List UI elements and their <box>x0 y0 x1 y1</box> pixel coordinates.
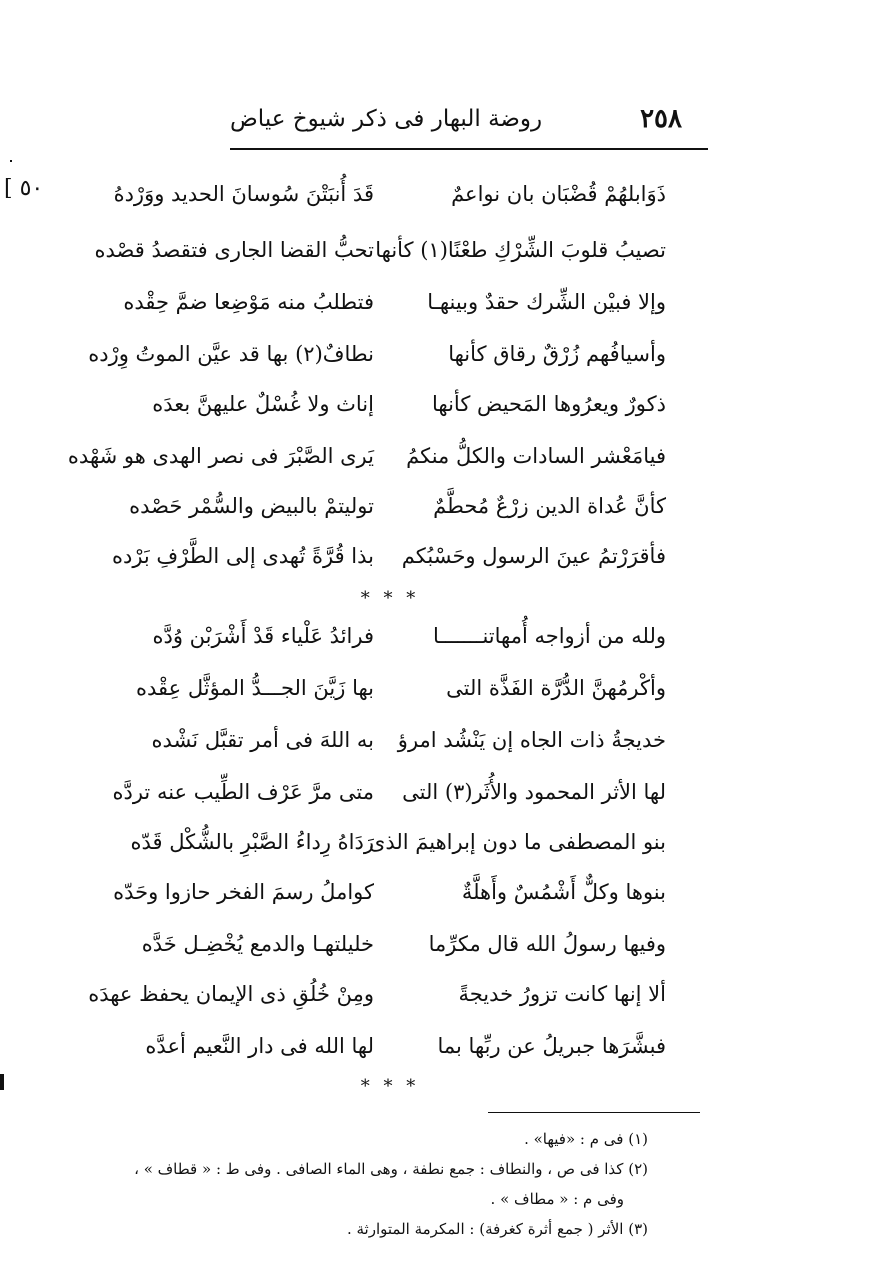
verse-right-7: كأنَّ عُداة الدين زرْعٌ مُحطَّمٌ <box>433 494 666 518</box>
verse-right-8: فأقرَرْتمُ عينَ الرسول وحَسْبُكم <box>401 544 666 568</box>
verse-right-14: بنوها وكلٌّ أَشْمُسٌ وأَهلَّةٌ <box>461 880 666 904</box>
verse-left-11: به اللهَ فى أمر تقبَّل نَشْده <box>151 728 374 752</box>
verse-left-10: بها زَيَّنَ الجـــدُّ المؤثَّل عِقْده <box>135 676 374 700</box>
header-rule <box>230 148 708 150</box>
verse-left-5: إناث ولا غُسْلٌ عليهنَّ بعدَه <box>152 392 374 416</box>
verse-right-13: بنو المصطفى ما دون إبراهيمَ الذى <box>368 830 666 854</box>
verse-right-5: ذكورٌ ويعرُوها المَحيض كأنها <box>432 392 666 416</box>
verse-right-6: فيامَعْشر السادات والكلُّ منكمُ <box>406 444 666 468</box>
verse-left-3: فتطلبُ منه مَوْضِعا ضمَّ حِقْده <box>123 290 374 314</box>
page-header <box>230 104 682 144</box>
verse-left-2: تحبُّ القضا الجارى فتقصدُ قصْده <box>94 238 374 262</box>
asterism-divider: * * * <box>360 588 420 609</box>
verse-left-8: بذا قُرَّةً تُهدى إلى الطَّرْفِ بَرْده <box>111 544 374 568</box>
footnote-rule <box>488 1112 700 1113</box>
footnote-2: (٢) كذا فى ص ، والنطاف : جمع نطفة ، وهى الماء الصافى . وفى ط : « قطاف » ، <box>134 1160 648 1178</box>
page-number: ٢٥٨ <box>640 104 682 134</box>
verse-right-3: وإلا فبيْن الشِّرك حقدٌ وبينهـا <box>427 290 666 314</box>
asterism-divider-end: * * * <box>360 1076 420 1097</box>
verse-left-6: يَرى الصَّبْرَ فى نصر الهدى هو شَهْده <box>67 444 374 468</box>
verse-right-1: ذَوَابلهُمْ قُضْبَان بان نواعمٌ <box>451 182 666 206</box>
footnote-2-continued: وفى م : « مطاف » . <box>490 1190 624 1208</box>
verse-left-13: رَدَاهُ رِداءُ الصَّبْرِ بالشُّكْل قَدّه <box>130 830 374 854</box>
verse-left-16: ومِنْ خُلُقِ ذى الإيمان يحفظ عهدَه <box>88 982 374 1006</box>
verse-left-7: توليتمْ بالبيض والسُّمْر حَصْده <box>129 494 374 518</box>
verse-right-4: وأسيافُهم زُرْقٌ رقاق كأنها <box>448 342 666 366</box>
verse-left-15: خليلتهـا والدمع يُخْضِـل خَدَّه <box>141 932 374 956</box>
verse-right-15: وفيها رسولُ الله قال مكرِّما <box>428 932 666 956</box>
verse-right-11: خديجةُ ذات الجاه إن يَنْشُد امرؤ <box>397 728 666 752</box>
footnote-1: (١) فى م : «فيها» . <box>524 1130 648 1148</box>
verse-left-9: فرائدُ عَلْياء قَدْ أَشْرَبْن وُدَّه <box>152 624 374 648</box>
verse-left-14: كواملُ رسمَ الفخر حازوا وحَدّه <box>113 880 374 904</box>
edge-mark <box>0 1074 4 1090</box>
footnote-3: (٣) الأثر ( جمع أثرة كغرفة) : المكرمة المتوارثة . <box>346 1220 648 1238</box>
verse-left-12: متى مرَّ عَرْف الطِّيب عنه تردَّه <box>112 780 374 804</box>
edge-speck <box>10 160 12 162</box>
verse-left-1: قَدَ أُنبَتْنَ سُوسانَ الحديد ووَرْدهُ <box>113 182 374 206</box>
verse-left-17: لها الله فى دار النَّعيم أعدَّه <box>145 1034 374 1058</box>
verse-right-9: ولله من أزواجه أُمهاتنـــــــا <box>432 624 666 648</box>
margin-note: [ ٥٠ <box>4 176 44 201</box>
verse-right-16: ألا إنها كانت تزورُ خديجةً <box>458 982 666 1006</box>
verse-right-10: وأكْرمُهنَّ الدُّرَّة الفَذَّة التى <box>446 676 666 700</box>
verse-right-17: فبشَّرَها جبريلُ عن ربِّها بما <box>437 1034 666 1058</box>
verse-right-12: لها الأثر المحمود والأُثَر(٣) التى <box>402 780 666 804</box>
running-title: روضة البهار فى ذكر شيوخ عياض <box>230 106 543 132</box>
verse-right-2: تصيبُ قلوبَ الشِّرْكِ طعْنًا(١) كأنها <box>375 238 666 262</box>
verse-left-4: نطافٌ(٢) بها قد عيَّن الموتُ وِرْده <box>88 342 374 366</box>
